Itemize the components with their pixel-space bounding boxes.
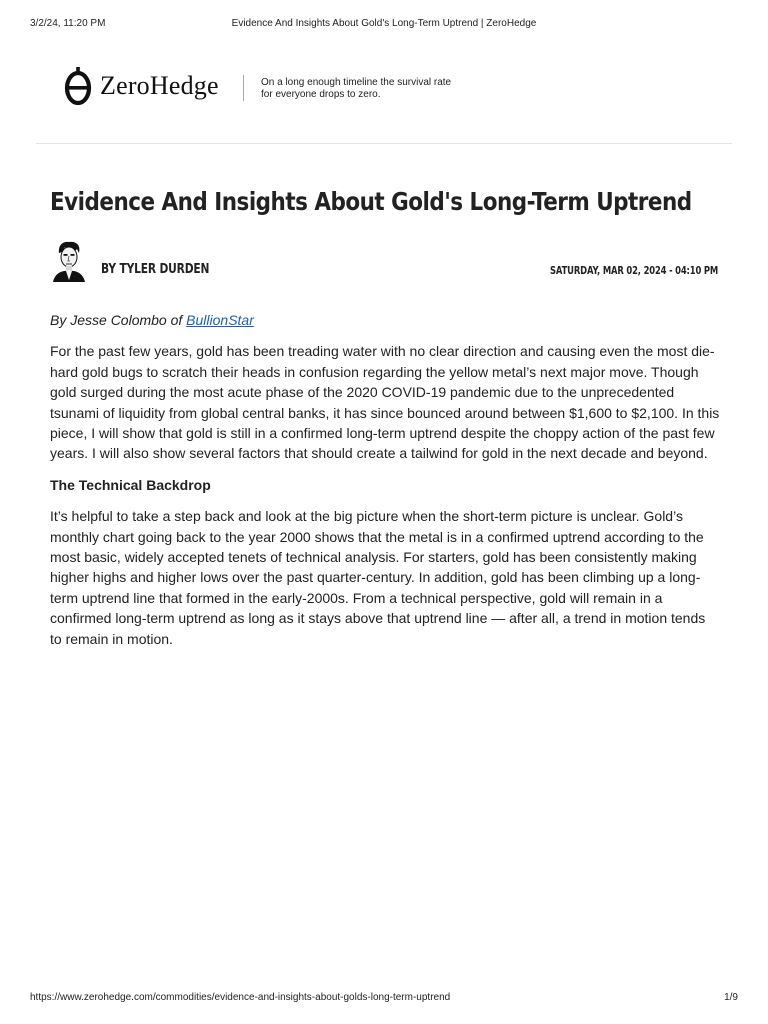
zerohedge-logo[interactable] bbox=[62, 66, 219, 106]
site-header bbox=[62, 62, 732, 112]
print-header bbox=[30, 18, 738, 32]
print-footer bbox=[30, 992, 738, 1006]
header-divider bbox=[243, 75, 244, 101]
author-name[interactable]: BY TYLER DURDEN bbox=[101, 262, 210, 277]
credit-prefix: By Jesse Colombo of bbox=[50, 312, 187, 328]
logo-text: ZeroHedge bbox=[100, 71, 219, 100]
section-heading: The Technical Backdrop bbox=[50, 476, 211, 493]
author-avatar-icon bbox=[50, 240, 88, 282]
print-page-title: Evidence And Insights About Gold's Long-Term Uptrend | ZeroHedge bbox=[231, 18, 537, 29]
article-credit bbox=[50, 310, 720, 330]
intro-paragraph: For the past few years, gold has been treading water with no clear direction and causing even the most die-hard gold bugs to scratch their heads in confusion regarding the yellow metal’s next major move. Though gold surged during the most acute phase of the 2020 COVID-19 pandemic due to the unprecedented tsunami of liquidity from global central banks, it has since bounced around between $1,600 to $2,100. In this piece, I will show that gold is still in a confirmed long-term uptrend despite the choppy action of the past few years. I will also show several factors that should create a tailwind for gold in the next decade and beyond. bbox=[50, 343, 720, 462]
print-url: https://www.zerohedge.com/commodities/evidence-and-insights-about-golds-long-term-uptrend bbox=[30, 992, 451, 1003]
bullionstar-link[interactable]: BullionStar bbox=[186, 312, 254, 328]
publish-date: SATURDAY, MAR 02, 2024 - 04:10 PM bbox=[549, 265, 718, 277]
article-body bbox=[50, 310, 720, 660]
byline bbox=[50, 240, 718, 284]
article-title: Evidence And Insights About Gold's Long-Term Uptrend bbox=[50, 187, 692, 216]
page-number: 1/9 bbox=[724, 992, 738, 1003]
print-datetime: 3/2/24, 11:20 PM bbox=[30, 18, 106, 29]
header-rule bbox=[36, 143, 732, 144]
site-tagline: On a long enough timeline the survival rate for everyone drops to zero. bbox=[261, 77, 452, 100]
theta-icon bbox=[62, 66, 94, 106]
section-paragraph: It’s helpful to take a step back and look at the big picture when the short-term picture is unclear. Gold’s monthly chart going back to the year 2000 shows that the metal is in a confirmed uptrend according to the most basic, widely accepted tenets of technical analysis. For starters, gold has been consistently making higher highs and higher lows over the past quarter-century. In addition, gold has been climbing up a long-term uptrend line that formed in the early-2000s. From a technical perspective, gold will remain in a confirmed long-term uptrend as long as it stays above that uptrend line — after all, a trend in motion tends to remain in motion. bbox=[50, 508, 706, 647]
